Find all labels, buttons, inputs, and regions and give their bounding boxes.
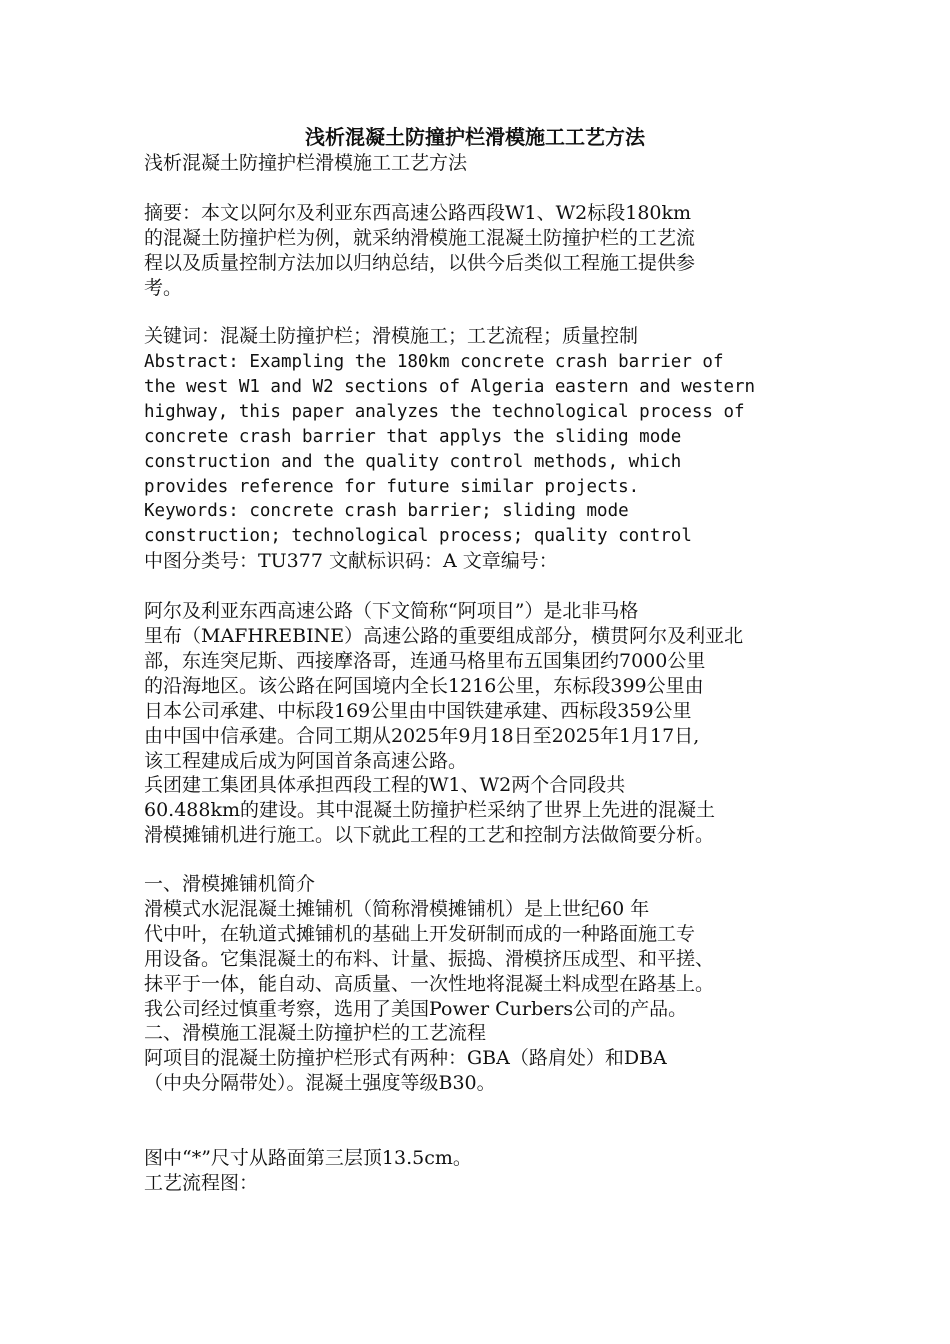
document-title: 浅析混凝土防撞护栏滑模施工工艺方法 bbox=[305, 125, 645, 149]
flowchart-label: 工艺流程图： bbox=[144, 1172, 259, 1194]
abstract-cn: 摘要：本文以阿尔及利亚东西高速公路西段W1、W2标段180km 的混凝土防撞护栏为例，就采纳滑模施工混凝土防撞护栏的工艺流 程以及质量控制方法加以归纳总结，以供今后类似工程施工提供参 考。 bbox=[144, 202, 696, 299]
abstract-en: Abstract: Exampling the 180km concrete crash barrier of the west W1 and W2 sections of Algeria eastern and western highway, this paper analyzes the technological process of concrete crash barrier that applys the sliding mode construction and the quality control methods, which provides reference for future similar projects. bbox=[144, 352, 756, 497]
classification-line: 中图分类号：TU377 文献标识码：A 文章编号： bbox=[144, 550, 558, 572]
section-2-heading: 二、滑模施工混凝土防撞护栏的工艺流程 bbox=[144, 1022, 487, 1044]
paragraph-project: 兵团建工集团具体承担西段工程的W1、W2两个合同段共 60.488km的建设。其中混凝土防撞护栏采纳了世界上先进的混凝土 滑模摊铺机进行施工。以下就此工程的工艺和控制方法做简要分析。 bbox=[144, 774, 716, 846]
section-2-body: 阿项目的混凝土防撞护栏形式有两种：GBA（路肩处）和DBA （中央分隔带处）。混凝土强度等级B30。 bbox=[144, 1047, 667, 1094]
figure-note: 图中“*”尺寸从路面第三层顶13.5cm。 bbox=[144, 1147, 472, 1169]
document-subtitle: 浅析混凝土防撞护栏滑模施工工艺方法 bbox=[144, 152, 468, 174]
paragraph-intro: 阿尔及利亚东西高速公路（下文简称“阿项目”）是北非马格 里布（MAFHREBINE）高速公路的重要组成部分，横贯阿尔及利亚北 部，东连突尼斯、西接摩洛哥，连通马格里布五国集团约7000公里 的沿海地区。该公路在阿国境内全长1216公里，东标段399公里由 日本公司承建、中标段169公里由中国铁建承建、西标段359公里 由中国中信承建。合同工期从2025年9月18日至2025年1月17日, 该工程建成后成为阿国首条高速公路。 bbox=[144, 600, 744, 772]
keywords-en: Keywords: concrete crash barrier; sliding mode construction; technological process; quality control bbox=[144, 501, 692, 546]
section-1-heading: 一、滑模摊铺机简介 bbox=[144, 873, 316, 895]
keywords-cn: 关键词：混凝土防撞护栏；滑模施工；工艺流程；质量控制 bbox=[144, 325, 639, 347]
section-1-body: 滑模式水泥混凝土摊铺机（简称滑模摊铺机）是上世纪60 年 代中叶，在轨道式摊铺机的基础上开发研制而成的一种路面施工专 用设备。它集混凝土的布料、计量、振捣、滑模挤压成型、和平搓、 抹平于一体，能自动、高质量、一次性地将混凝土料成型在路基上。 我公司经过慎重考察，选用了美国Power Curbers公司的产品。 bbox=[144, 898, 715, 1020]
